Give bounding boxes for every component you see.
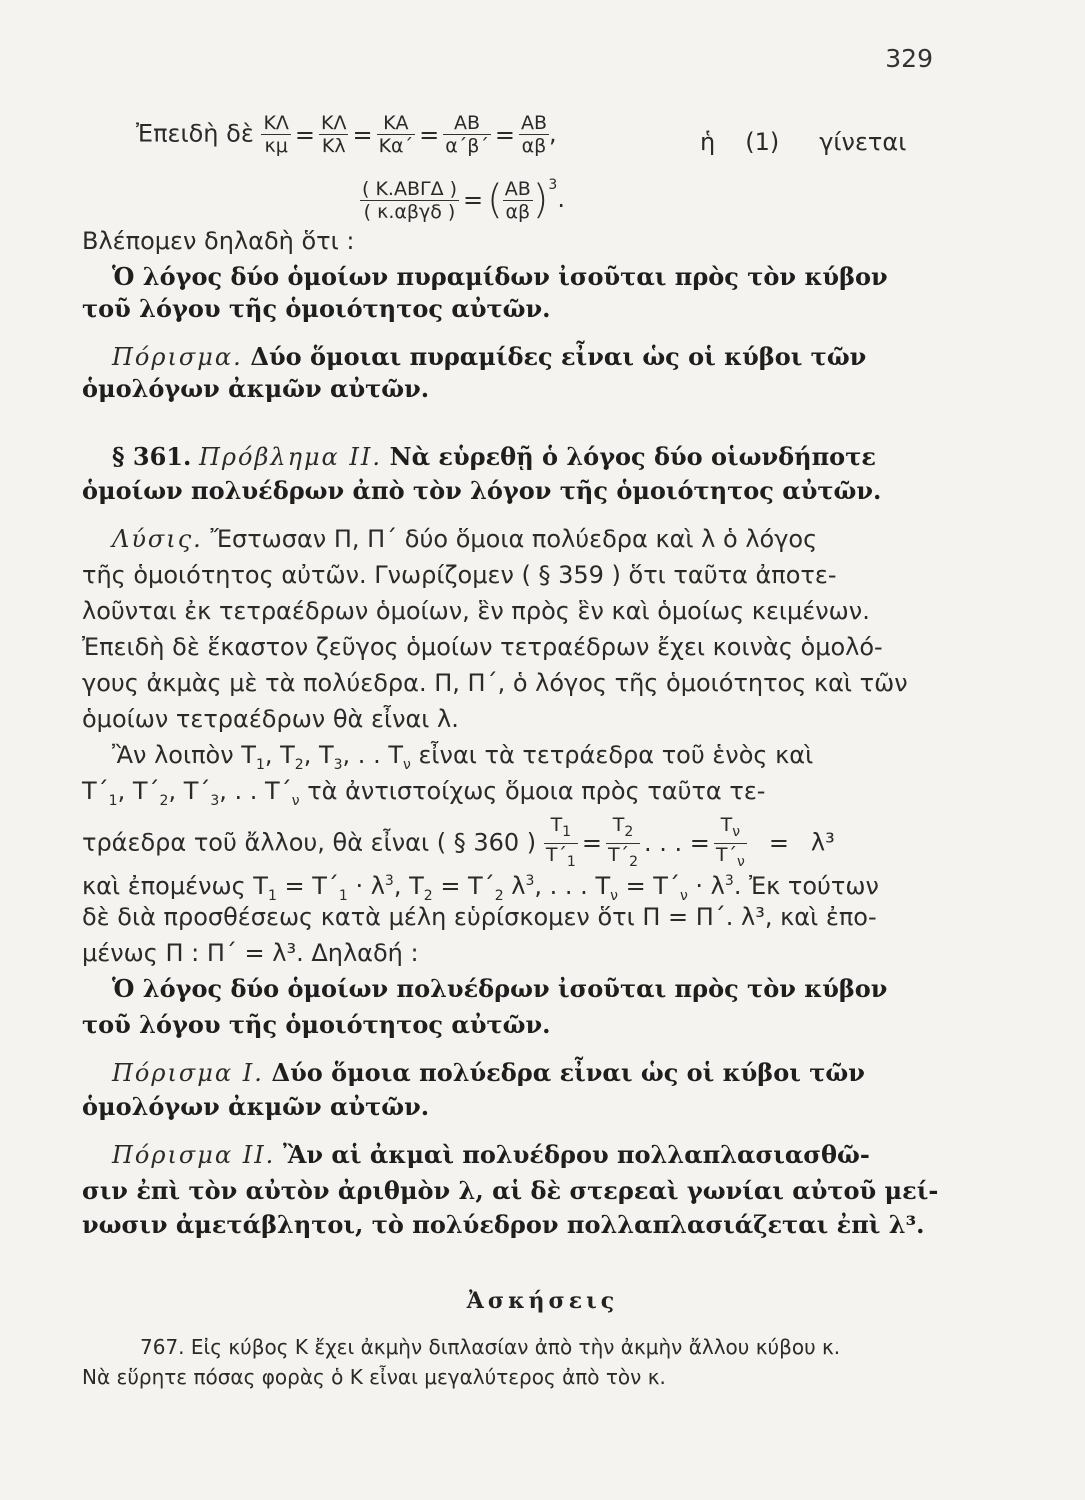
porisma: Πόρισμα. Δύο ὅμοιαι πυραμίδες εἶναι ὡς οἱ κύβοι τῶν	[112, 342, 867, 371]
lysis-line-5: γους ἀκμὰς μὲ τὰ πολύεδρα. Π, Π΄, ὁ λόγος τῆς ὁμοιότητος καὶ τῶν	[82, 669, 908, 697]
equation-line-1: Ἐπειδὴ δὲ $\frac{K\Lambda}{\kappa\mu}$ = $\frac{K\Lambda}{K\lambda}$ = $\frac{KA}{K\alpha΄}$ = $\frac{AB}{\alpha΄\beta΄}$ = $\frac{AB}{\alpha\beta}$ ,	[136, 112, 557, 157]
page-number: 329	[885, 44, 933, 73]
fraction-4: $\frac{AB}{\alpha΄\beta΄}$	[445, 112, 489, 157]
ratio-t2: $\frac{T_2}{T΄_2}$	[607, 814, 638, 870]
equation-tail: ἡ (1) γίνεται	[700, 128, 907, 156]
exercises-heading: Ἀσκήσεις	[466, 1288, 619, 1314]
sum-line-1: δὲ διὰ προσθέσεως κατὰ μέλη εὑρίσκομεν ὅτι Π = Π΄. λ³, καὶ ἐπο-	[82, 903, 877, 931]
ratio-t1: $\frac{T_1}{T΄_1}$	[545, 814, 576, 870]
lysis-line-3: λοῦνται ἐκ τετραέδρων ὁμοίων, ἓν πρὸς ἓν καὶ ὁμοίως κειμένων.	[82, 597, 870, 625]
fraction-1: $\frac{K\Lambda}{\kappa\mu}$	[263, 112, 289, 157]
lysis-line-4: Ἐπειδὴ δὲ ἕκαστον ζεῦγος ὁμοίων τετραέδρων ἔχει κοινὰς ὁμολό-	[82, 633, 883, 661]
fraction-5: $\frac{AB}{\alpha\beta}$	[520, 112, 547, 157]
theorem-2-cont: τοῦ λόγου τῆς ὁμοιότητος αὐτῶν.	[82, 1010, 551, 1039]
text-line: Βλέπομεν δηλαδὴ ὅτι :	[82, 227, 355, 255]
edge-ratio: $\frac{AB}{\alpha\beta}$	[504, 177, 531, 223]
lysis-line-2: τῆς ὁμοιότητος αὐτῶν. Γνωρίζομεν ( § 359 ) ὅτι ταῦτα ἀποτε-	[82, 561, 837, 589]
lysis-line-6: ὁμοίων τετραέδρων θὰ εἶναι λ.	[82, 705, 459, 733]
fraction-3: $\frac{KA}{K\alpha΄}$	[378, 112, 414, 157]
porisma-1: Πόρισμα Ι. Δύο ὅμοια πολύεδρα εἶναι ὡς οἱ κύβοι τῶν	[112, 1058, 865, 1087]
an-line-2: $T΄_1$, $T΄_2$, $T΄_3$, . . $T΄_\nu$ τὰ ἀντιστοίχως ὅμοια πρὸς ταῦτα τε-	[82, 777, 766, 809]
theorem-1-cont: τοῦ λόγου τῆς ὁμοιότητος αὐτῶν.	[82, 294, 551, 323]
ratio-tn: $\frac{T_\nu}{T΄_\nu}$	[715, 814, 745, 870]
an-line-3: τράεδρα τοῦ ἄλλου, θὰ εἶναι ( § 360 ) $\frac{T_1}{T΄_1}$ = $\frac{T_2}{T΄_2}$ . . . = $\frac{T_\nu}{T΄_\nu}$ = λ³	[82, 814, 835, 873]
theorem-1: Ὁ λόγος δύο ὁμοίων πυραμίδων ἰσοῦται πρὸς τὸν κύβον	[112, 262, 888, 291]
porisma-2-cont-1: σιν ἐπὶ τὸν αὐτὸν ἀριθμὸν λ, αἱ δὲ στερεαὶ γωνίαι αὐτοῦ μεί-	[82, 1176, 939, 1205]
equation-line-2: $\frac{\text{( Κ.ΑΒΓΔ )}}{\text{( κ.αβγδ )}}$ = ( $\frac{AB}{\alpha\beta}$ )$^3$.	[362, 177, 565, 223]
equality-line: καὶ ἐπομένως $T_1 = T΄_1 \cdot \lambda^3$, $T_2 = T΄_2$ $\lambda^3$, . . . $T_\nu = T΄_\nu \cdot \lambda^3$. Ἐκ τούτων	[82, 872, 879, 904]
porisma-2: Πόρισμα ΙΙ. Ἂν αἱ ἀκμαὶ πολυέδρου πολλαπλασιασθῶ-	[112, 1140, 870, 1169]
volume-ratio: $\frac{\text{( Κ.ΑΒΓΔ )}}{\text{( κ.αβγδ )}}$	[362, 177, 458, 223]
porisma-cont: ὁμολόγων ἀκμῶν αὐτῶν.	[82, 374, 430, 403]
eq-intro: Ἐπειδὴ δὲ	[136, 119, 254, 148]
sum-line-2: μένως Π : Π΄ = λ³. Δηλαδή :	[82, 939, 419, 967]
porisma-2-cont-2: νωσιν ἀμετάβλητοι, τὸ πολύεδρον πολλαπλασιάζεται ἐπὶ λ³.	[82, 1210, 925, 1239]
problem-361: § 361. Πρόβλημα ΙΙ. Νὰ εὑρεθῇ ὁ λόγος δύο οἱωνδήποτε	[112, 442, 876, 471]
theorem-2: Ὁ λόγος δύο ὁμοίων πολυέδρων ἰσοῦται πρὸς τὸν κύβον	[112, 974, 888, 1003]
exercise-767: 767. Εἰς κύβος Κ ἔχει ἀκμὴν διπλασίαν ἀπὸ τὴν ἀκμὴν ἄλλου κύβου κ.	[140, 1335, 841, 1359]
an-line-1: Ἂν λοιπὸν $T_1$, $T_2$, $T_3$, . . $T_\nu$ εἶναι τὰ τετράεδρα τοῦ ἑνὸς καὶ	[112, 741, 814, 773]
exercise-767-cont: Νὰ εὕρητε πόσας φορὰς ὁ Κ εἶναι μεγαλύτερος ἀπὸ τὸν κ.	[82, 1365, 666, 1389]
fraction-2: $\frac{K\Lambda}{K\lambda}$	[321, 112, 347, 157]
porisma-1-cont: ὁμολόγων ἀκμῶν αὐτῶν.	[82, 1092, 430, 1121]
lysis-line-1: Λύσις. Ἔστωσαν Π, Π΄ δύο ὅμοια πολύεδρα καὶ λ ὁ λόγος	[112, 525, 818, 553]
problem-cont: ὁμοίων πολυέδρων ἀπὸ τὸν λόγον τῆς ὁμοιότητος αὐτῶν.	[82, 476, 882, 505]
